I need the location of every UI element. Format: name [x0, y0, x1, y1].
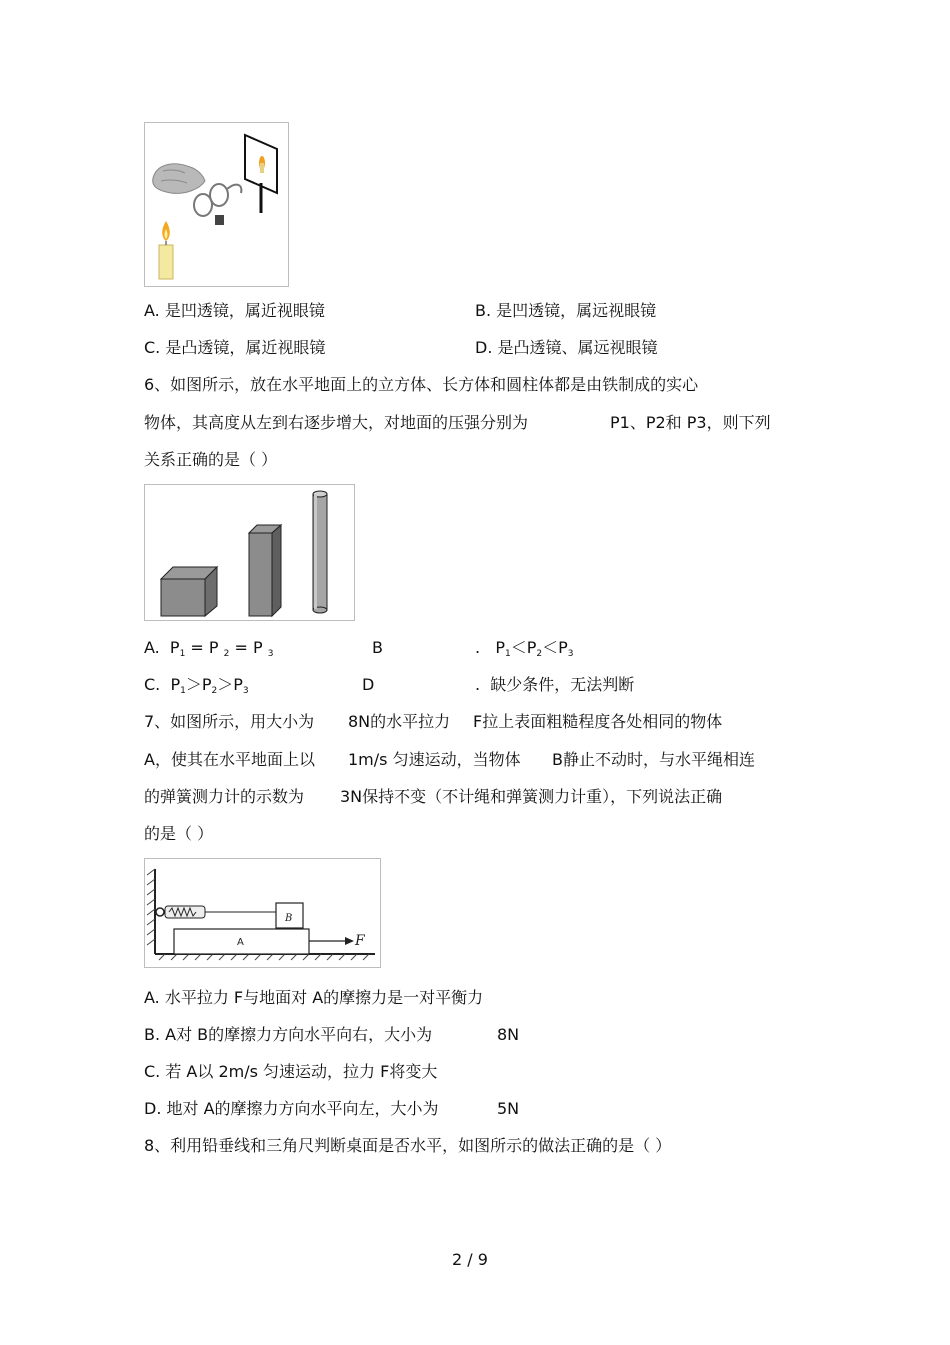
q7-stem-line2c: B静止不动时，与水平绳相连: [552, 750, 755, 769]
q7-stem-line4: 的是（ ）: [144, 824, 214, 843]
q7-option-d: D. 地对 A的摩擦力方向水平向左，大小为: [144, 1099, 439, 1118]
q5-option-c: C. 是凸透镜，属近视眼镜: [144, 338, 326, 357]
q6-option-c: C. $P_1>P_2>P_3$: [144, 675, 249, 696]
q7-option-b: B. A对 B的摩擦力方向水平向右，大小为: [144, 1025, 433, 1044]
q6-option-c-label: C.: [144, 675, 161, 694]
block-b-label: B: [285, 913, 293, 924]
q5-option-b: B. 是凹透镜，属远视眼镜: [475, 301, 657, 320]
q6-option-a-label: A.: [144, 638, 160, 657]
q7-stem-line3a: 的弹簧测力计的示数为: [144, 787, 305, 806]
q6-stem-line3: 关系正确的是（ ）: [144, 450, 278, 469]
q6-option-a: A. $P_1 = P$ $_2$ = P $_3$: [144, 638, 274, 659]
q5-option-d: D. 是凸透镜、属远视眼镜: [475, 338, 658, 357]
q5-option-a: A. 是凹透镜，属近视眼镜: [144, 301, 325, 320]
q7-stem-line1a: 7、如图所示，用大小为: [144, 712, 315, 731]
q6-option-d-label: D: [362, 675, 375, 694]
lens-candle-figure: [144, 122, 289, 287]
q6-stem-line2b: P1、P2和 P3，则下列: [610, 413, 771, 432]
page-number: 2 / 9: [452, 1250, 488, 1269]
q7-option-b-value: 8N: [497, 1025, 520, 1044]
block-a-label: A: [237, 937, 244, 948]
q6-option-d: . 缺少条件，无法判断: [475, 675, 635, 694]
q6-stem-line1: 6、如图所示，放在水平地面上的立方体、长方体和圆柱体都是由铁制成的实心: [144, 375, 699, 394]
solids-figure: [144, 484, 355, 621]
q6-option-b: . $P_1<P_2<P_3$: [475, 638, 574, 659]
q7-option-a: A. 水平拉力 F与地面对 A的摩擦力是一对平衡力: [144, 988, 484, 1007]
q6-option-b-label: B: [372, 638, 383, 657]
q7-stem-line2a: A，使其在水平地面上以: [144, 750, 315, 769]
q7-stem-line3b: 3N保持不变（不计绳和弹簧测力计重），下列说法正确: [340, 787, 723, 806]
force-f-label: F: [355, 933, 365, 949]
q7-stem-line1c: F拉上表面粗糙程度各处相同的物体: [473, 712, 723, 731]
q6-stem-line2: 物体，其高度从左到右逐步增大，对地面的压强分别为: [144, 413, 529, 432]
q7-option-c: C. 若 A以 2m/s 匀速运动，拉力 F将变大: [144, 1062, 438, 1081]
q7-option-d-value: 5N: [497, 1099, 520, 1118]
friction-figure: [144, 858, 381, 968]
q7-stem-line2b: 1m/s 匀速运动，当物体: [348, 750, 521, 769]
q8-stem: 8、利用铅垂线和三角尺判断桌面是否水平，如图所示的做法正确的是（ ）: [144, 1136, 672, 1155]
q7-stem-line1b: 8N的水平拉力: [348, 712, 451, 731]
